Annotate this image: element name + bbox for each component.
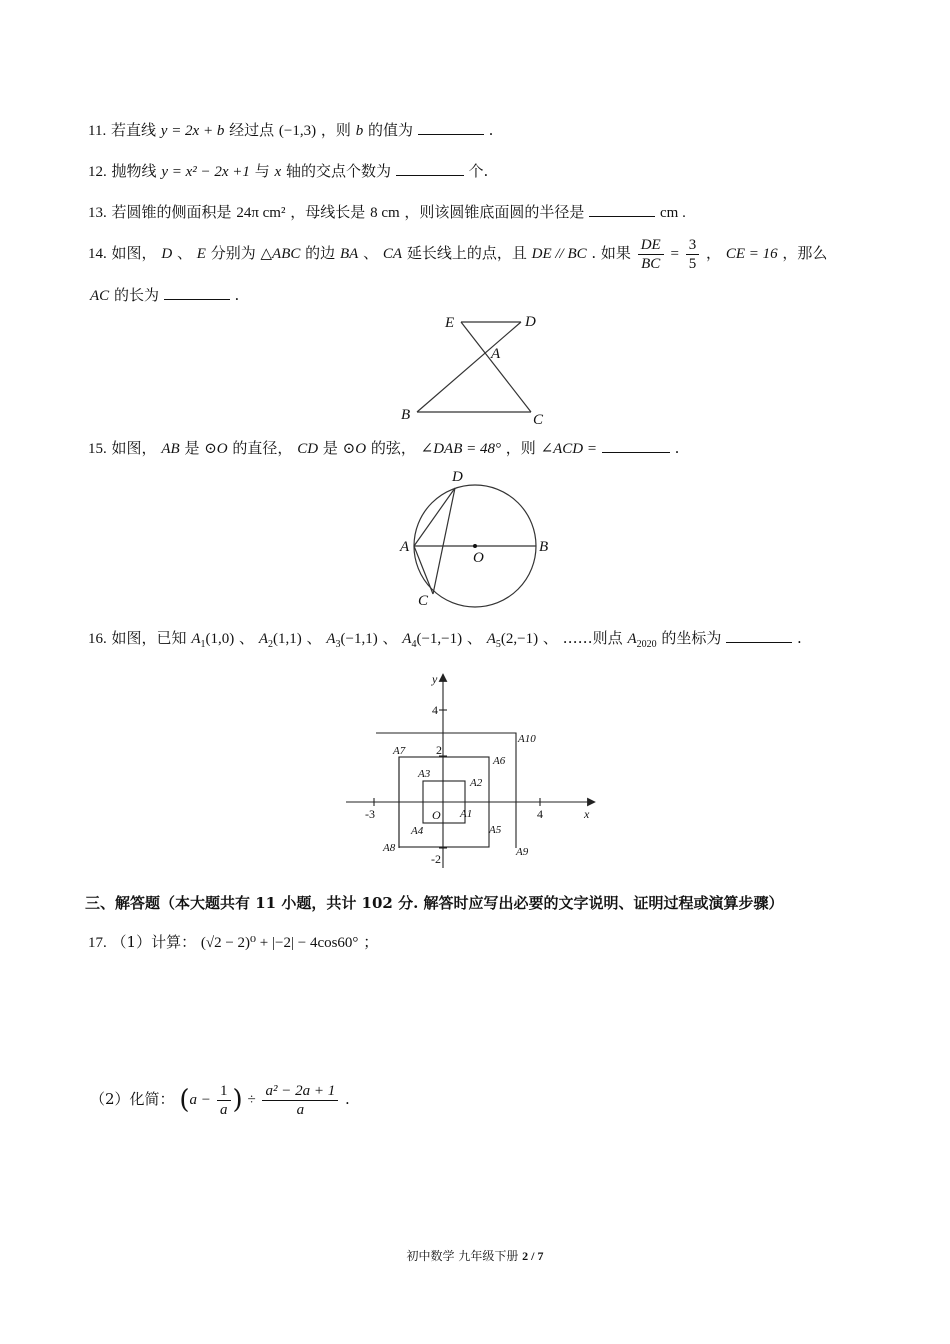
q14-text-4: 延长线上的点，且 [406, 244, 527, 262]
q16-tick-label-xm3: -3 [365, 807, 375, 821]
q12-text-1: 抛物线 [111, 162, 157, 180]
q13-area: 24π cm² [236, 205, 286, 221]
q12-number: 12. [88, 164, 107, 180]
q15-label-o: O [473, 550, 484, 566]
q16-point-name: A [191, 631, 201, 647]
q11-point: (−1,3) [278, 123, 317, 139]
q16-point-name: A [486, 631, 496, 647]
q17-part2-inner-den: a [220, 1101, 228, 1118]
q15-end: . [674, 439, 680, 457]
q17-part2-fraction [262, 1082, 338, 1119]
q16-sep: 、 [466, 629, 482, 647]
q16-point-coord: (1,1) [273, 631, 302, 647]
q17-part2-label: （2）化简： [90, 1090, 175, 1108]
q16-number: 16. [88, 631, 107, 647]
q14-ratio-denominator: 5 [688, 255, 697, 272]
question-14-line-2 [90, 285, 239, 306]
q13-text-3: ，则该圆锥底面圆的半径是 [404, 203, 585, 221]
q16-ellipsis: ……则点 [562, 629, 623, 647]
q17-part2-numerator: a² − 2a + 1 [262, 1082, 338, 1101]
section-3-heading: 三、解答题（本大题共有 11 小题，共计 102 分. 解答时应写出必要的文字说明、证明过程或演算步骤） [85, 894, 784, 912]
q12-text-2: 与 [254, 162, 270, 180]
q13-answer-blank[interactable] [589, 202, 655, 217]
q16-point-name: A [258, 631, 268, 647]
q16-label-a2: A2 [470, 777, 483, 789]
q13-text-1: 若圆锥的侧面积是 [111, 203, 232, 221]
q15-center-dot [473, 544, 477, 548]
q14-figure [395, 308, 555, 430]
q13-text-2: ，母线长是 [290, 203, 366, 221]
q14-text-6: ， [706, 244, 722, 262]
q14-ce-value: CE = 16 [725, 246, 778, 262]
q12-answer-blank[interactable] [396, 161, 464, 176]
q14-label-d: D [525, 314, 536, 330]
q16-sep: 、 [306, 629, 322, 647]
q12-end: 个. [468, 162, 489, 180]
q16-label-a3: A3 [418, 768, 431, 780]
q15-cd: CD [297, 441, 319, 457]
q17-part2-inner-fraction [217, 1082, 231, 1119]
q15-label-a: A [400, 539, 410, 555]
q11-answer-blank[interactable] [418, 120, 484, 135]
q15-circle-2: ⊙O [342, 441, 367, 457]
footer-text: 初中数学 九年级下册 [406, 1249, 519, 1263]
q16-point-a5 [486, 629, 539, 650]
q14-sep-2: 、 [363, 244, 379, 262]
q15-text-5: 的弦， [370, 439, 416, 457]
q17-part2-denominator: a [296, 1101, 305, 1118]
q16-point-coord: (2,−1) [500, 631, 539, 647]
q14-sep-1: 、 [176, 244, 192, 262]
q16-point-coord: (1,0) [205, 631, 235, 647]
q15-text-6: ，则 [505, 439, 536, 457]
q12-text-3: 轴的交点个数为 [285, 162, 391, 180]
q14-segment-ec [461, 322, 531, 412]
q16-point-sub: 5 [495, 639, 501, 650]
q17-number: 17. [88, 935, 107, 951]
q14-label-e: E [445, 315, 455, 331]
q16-point-a4 [402, 629, 463, 650]
q16-point-coord: (−1,−1) [416, 631, 463, 647]
q14-side-ba: BA [339, 246, 359, 262]
q16-point-name: A [326, 631, 336, 647]
q16-point-sub: 4 [411, 639, 417, 650]
q11-text-2: 经过点 [229, 121, 275, 139]
q15-angle-acd: ∠ACD = [540, 441, 598, 457]
q17-part2-paren-close: ) [232, 1085, 243, 1115]
q14-frac-numerator: DE [638, 236, 664, 255]
q16-tick-label-y2: 2 [436, 743, 442, 757]
q15-number: 15. [88, 441, 107, 457]
q16-label-a1: A1 [460, 808, 473, 820]
q16-label-a9: A9 [516, 846, 529, 858]
q16-sep: 、 [382, 629, 398, 647]
question-14 [88, 235, 827, 273]
q11-end: . [488, 121, 494, 139]
q14-ac: AC [90, 288, 110, 304]
q14-answer-blank[interactable] [164, 285, 230, 300]
q14-equals: = [670, 246, 679, 262]
q16-axis-y-label: y [432, 672, 438, 686]
q17-part2-paren-group: ( [179, 1085, 190, 1115]
q15-answer-blank[interactable] [602, 438, 670, 453]
q16-point-coord: (−1,1) [340, 631, 378, 647]
q16-text-2: 的坐标为 [661, 629, 722, 647]
q15-text-2: 是 [184, 439, 200, 457]
q16-target-name: A [627, 631, 637, 647]
q17-part1-label: （1）计算： [111, 933, 197, 951]
q16-axis-x-label: x [584, 807, 590, 821]
q16-origin-label: O [432, 808, 441, 822]
q15-label-c: C [418, 593, 429, 609]
q16-label-a5: A5 [489, 824, 502, 836]
q16-tick-label-x4: 4 [537, 807, 543, 821]
q14-label-a: A [491, 346, 501, 362]
q15-figure [396, 466, 556, 612]
q14-text-3: 的边 [305, 244, 336, 262]
q14-side-ca: CA [382, 246, 403, 262]
q14-ratio-numerator: 3 [686, 236, 700, 255]
footer-page-number: 2 / 7 [522, 1249, 544, 1263]
q14-fraction-de-bc [638, 236, 664, 273]
q16-point-sub: 3 [335, 639, 341, 650]
q15-text-1: 如图， [111, 439, 157, 457]
question-11 [88, 120, 493, 141]
q14-label-b: B [401, 407, 411, 423]
q17-part1-end: ； [363, 933, 379, 951]
q14-end: . [234, 286, 240, 304]
page-footer [0, 1247, 950, 1264]
q17-part2-end: . [345, 1090, 350, 1108]
q14-point-d: D [161, 246, 173, 262]
q11-equation: y = 2x + b [160, 123, 225, 139]
q16-figure [340, 668, 610, 873]
q15-chord-ac [414, 546, 433, 594]
q14-label-c: C [533, 412, 544, 428]
q14-text-8: 的长为 [113, 286, 159, 304]
q16-sep: 、 [542, 629, 558, 647]
q16-point-sub: 1 [200, 639, 206, 650]
q17-part2-a: a [189, 1092, 197, 1108]
q16-label-a6: A6 [493, 755, 506, 767]
q17-part2-divide: ÷ [247, 1092, 256, 1108]
q16-text-1: 如图，已知 [111, 629, 187, 647]
q16-point-a1 [191, 629, 235, 650]
q11-number: 11. [88, 123, 107, 139]
question-17-part-2 [90, 1080, 350, 1119]
q14-frac-denominator: BC [641, 255, 661, 272]
q14-number: 14. [88, 246, 107, 262]
q15-label-d: D [452, 469, 463, 485]
question-12 [88, 161, 488, 182]
q11-text-4: 的值为 [367, 121, 413, 139]
q14-fraction-ratio [686, 236, 700, 273]
q12-variable: x [274, 164, 282, 180]
question-13 [88, 202, 686, 223]
q16-point-a3 [326, 629, 378, 650]
question-17-part-1 [88, 932, 378, 953]
q16-tick-label-ym2: -2 [431, 852, 441, 866]
q15-label-b: B [539, 539, 549, 555]
q16-point-a2 [258, 629, 302, 650]
q16-label-a7: A7 [393, 745, 406, 757]
q15-ab: AB [161, 441, 180, 457]
q14-text-1: 如图， [111, 244, 157, 262]
q14-text-2: 分别为 [210, 244, 256, 262]
q13-number: 13. [88, 205, 107, 221]
q16-target-sub: 2020 [636, 639, 657, 650]
q15-text-3: 的直径， [232, 439, 293, 457]
q11-variable: b [355, 123, 364, 139]
q16-end: . [796, 629, 802, 647]
question-16 [88, 628, 802, 655]
q17-part2-inner-num: 1 [217, 1082, 231, 1101]
q16-label-a10: A10 [518, 733, 536, 745]
q16-label-a8: A8 [383, 842, 396, 854]
q16-label-a4: A4 [411, 825, 424, 837]
q17-part2-minus: − [201, 1092, 211, 1108]
q15-circle-1: ⊙O [204, 441, 228, 457]
q14-triangle: △ABC [260, 246, 301, 262]
q16-sep: 、 [239, 629, 255, 647]
q15-text-4: 是 [322, 439, 338, 457]
q14-point-e: E [196, 246, 206, 262]
q13-length: 8 cm [370, 205, 400, 221]
q12-equation: y = x² − 2x +1 [161, 164, 250, 180]
q14-text-7: ，那么 [782, 244, 828, 262]
q16-point-sub: 2 [268, 639, 273, 650]
q15-angle-dab: ∠DAB = 48° [420, 441, 501, 457]
q11-text-1: 若直线 [110, 121, 156, 139]
q16-answer-blank[interactable] [726, 628, 792, 643]
q11-text-3: ，则 [320, 121, 351, 139]
q16-tick-label-y4: 4 [432, 703, 438, 717]
q14-parallel: DE // BC [531, 246, 587, 262]
q14-segment-db [417, 322, 521, 412]
q16-point-name: A [402, 631, 412, 647]
q14-text-5: . 如果 [591, 244, 631, 262]
question-15 [88, 438, 679, 459]
q13-end: cm . [660, 205, 686, 221]
q17-part1-expression: (√2 − 2)⁰ + |−2| − 4cos60° [200, 935, 359, 951]
